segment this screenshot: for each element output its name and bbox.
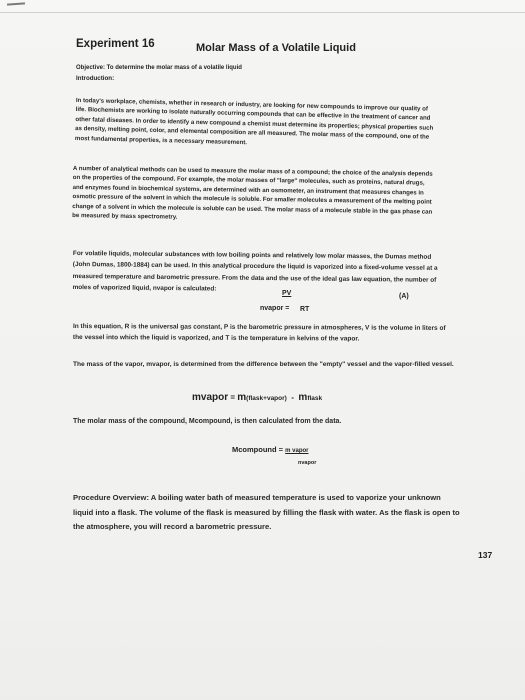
- introduction-heading: Introduction:: [76, 75, 115, 82]
- equation-vapor-mass: [192, 392, 322, 403]
- eq2-equals: =: [230, 393, 236, 402]
- pen-mark: [7, 2, 25, 5]
- eq2-term1: m: [237, 392, 247, 403]
- equation-a-label: (A): [399, 293, 409, 300]
- eq3-lhs: Mcompound: [232, 445, 277, 454]
- eq3-numerator: m vapor: [285, 448, 309, 454]
- equation-a-numerator: PV: [282, 290, 292, 297]
- paragraph-vapor-mass: The mass of the vapor, mvapor, is determined from the difference between the "empty" vessel and the vapor-filled vessel.: [73, 361, 454, 368]
- paragraph-procedure-overview: Procedure Overview: A boiling water bath of measured temperature is used to vaporize your unknown liquid into a flask. The volume of the flask is measured by filling the flask with water. As the flask is open to the atmosphere, you will record a barometric pressure.: [73, 493, 460, 532]
- eq3-denominator: nvapor: [298, 460, 317, 466]
- eq2-minus: -: [291, 393, 294, 402]
- page-number: 137: [478, 550, 493, 560]
- equation-a-lhs: nvapor =: [260, 305, 290, 312]
- eq2-lhs: mvapor: [192, 392, 229, 403]
- page-top-edge: [0, 0, 525, 13]
- eq2-term1-sub: (flask+vapor): [246, 395, 287, 402]
- eq2-term2: m: [298, 392, 308, 403]
- eq3-equals: =: [278, 445, 284, 454]
- paragraph-intro: In today's workplace, chemists, whether in research or industry, are looking for new compounds to improve our quality of life. Biochemists are working to isolate naturally occurring compounds that can be effective in the treatment of cancer and other fatal diseases. In order to identify a new compound a chemist must determine its properties; physical properties such as density, melting point, color, and elemental composition are all measured. The molar mass of the compound, one of the most fundamental properties, is a necessary measurement.: [74, 96, 434, 146]
- equation-molar-mass: [232, 445, 309, 454]
- objective-line: Objective: To determine the molar mass of a volatile liquid: [76, 65, 242, 71]
- paragraph-dumas-method: For volatile liquids, molecular substances with low boiling points and relatively low molar masses, the Dumas method (John Dumas, 1800-1884) can be used. In this analytical procedure the liquid is vaporized into a fixed-volume vessel at a measured temperature and barometric pressure. From the data and the use of the ideal gas law equation, the number of moles of vaporized liquid, nvapor is calculated:: [72, 249, 438, 293]
- page-bottom-blank: [0, 600, 525, 700]
- document-title: Molar Mass of a Volatile Liquid: [196, 42, 356, 54]
- paragraph-equation-explanation: In this equation, R is the universal gas constant, P is the barometric pressure in atmospheres, V is the volume in liters of the vessel into which the liquid is vaporized, and T is the temperature in kelvins of the vapor.: [72, 322, 446, 343]
- eq2-term2-sub: flask: [307, 395, 323, 402]
- paragraph-molar-mass: The molar mass of the compound, Mcompound, is then calculated from the data.: [73, 418, 342, 425]
- experiment-number: Experiment 16: [76, 38, 155, 50]
- paragraph-analytical-methods: A number of analytical methods can be used to measure the molar mass of a compound; the choice of the analysis depends on the properties of the compound. For example, the molar masses of "large" molecules, such as proteins, natural drugs, and enzymes found in biochemical systems, are determined with an osmometer, an instrument that measures changes in osmotic pressure of the solvent in which the molecule is soluble. For smaller molecules a measurement of the melting point change of a solvent in which the molecule is soluble can be used. The molar mass of a molecule stable in the gas phase can be measured by mass spectrometry.: [72, 164, 433, 221]
- equation-a-denominator: RT: [300, 306, 310, 313]
